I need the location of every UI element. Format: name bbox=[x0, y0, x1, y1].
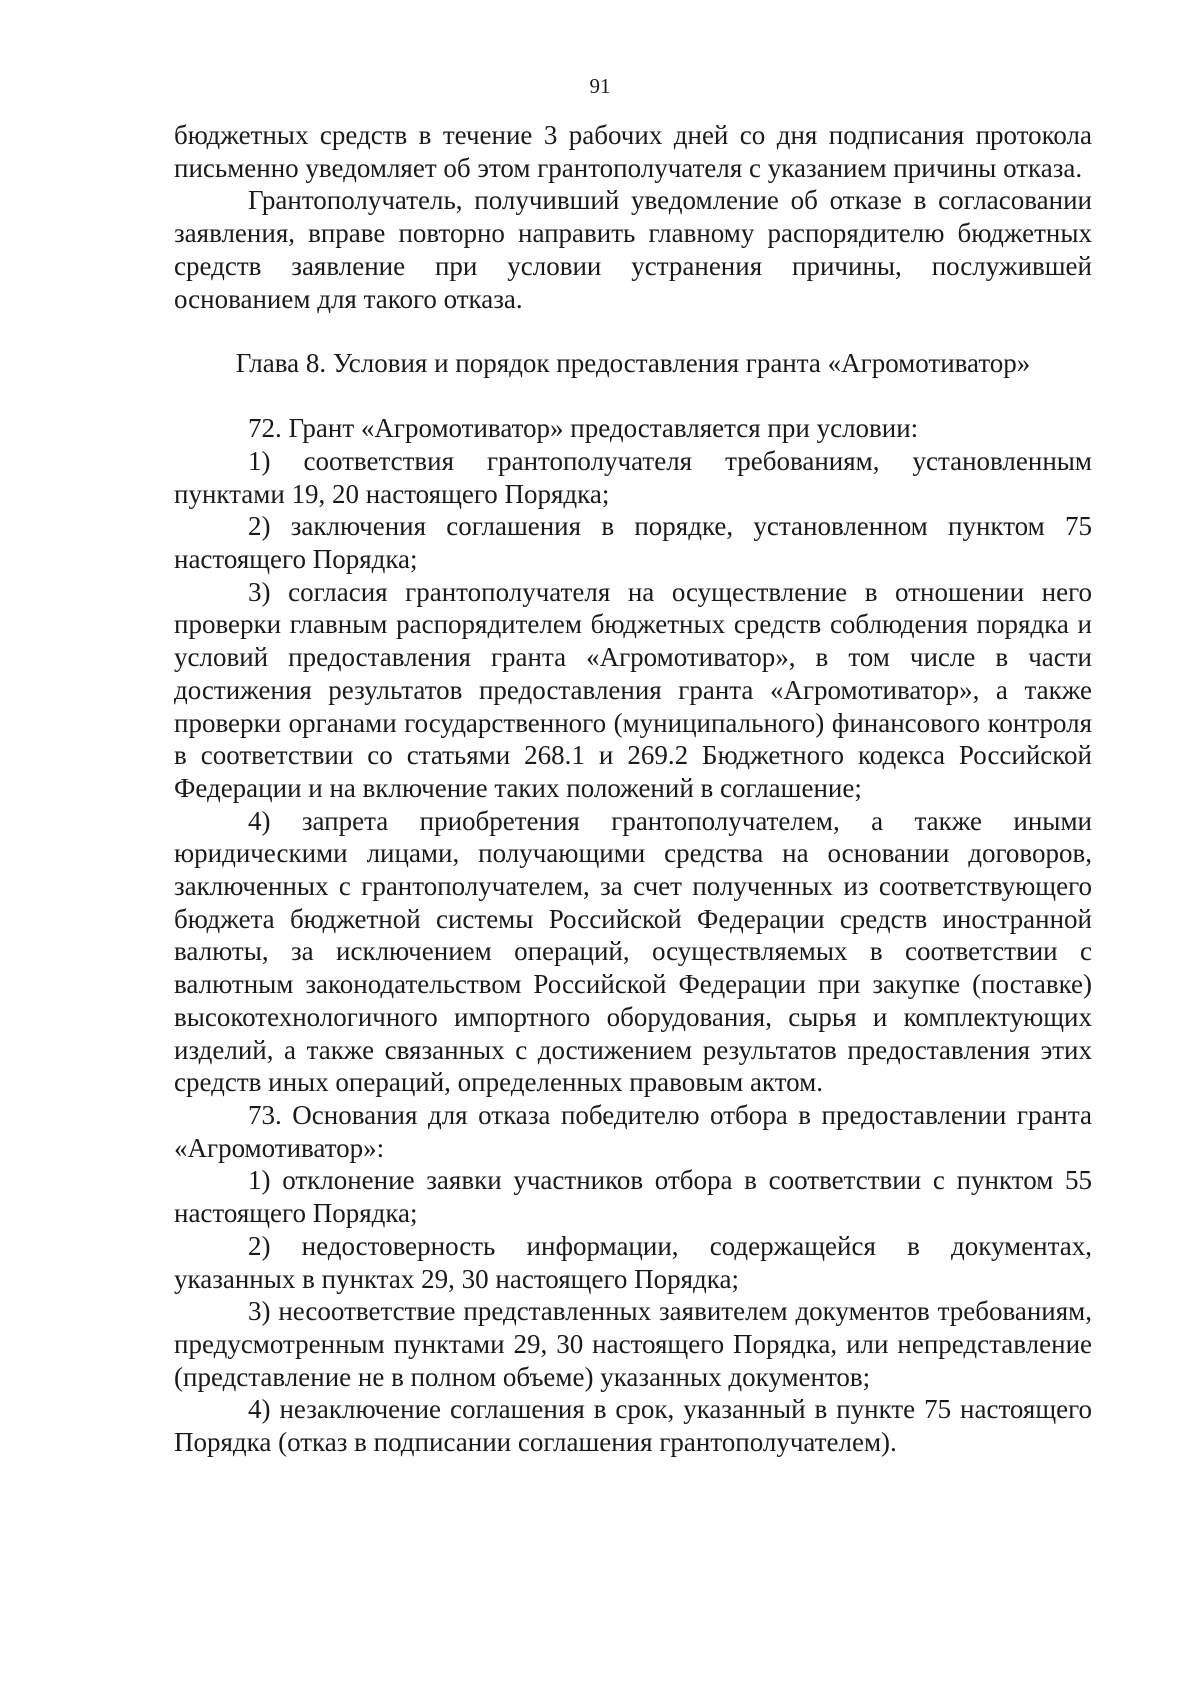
paragraph-72-item-4: 4) запрета приобретения грантополучателем, а также иными юридическими лицами, получающими средства на основании договоров, заключенных с грантополучателем, за счет полученных из соответствующего бюджета бюджетной системы Российской Федерации средств иностранной валюты, за исключением операций, осуществляемых в соответствии с валютным законодательством Российской Федерации при закупке (поставке) высокотехнологичного импортного оборудования, сырья и комплектующих изделий, а также связанных с достижением результатов предоставления этих средств иных операций, определенных правовым актом. bbox=[174, 805, 1092, 1098]
paragraph-72: 72. Грант «Агромотиватор» предоставляется при условии: bbox=[248, 413, 919, 444]
paragraph-continuation: бюджетных средств в течение 3 рабочих дней со дня подписания протокола письменно уведомляет об этом грантополучателя с указанием причины отказа. bbox=[174, 120, 1092, 183]
paragraph-73: 73. Основания для отказа победителю отбора в предоставлении гранта «Агромотиватор»: bbox=[174, 1099, 1092, 1163]
paragraph-73-item-3: 3) несоответствие представленных заявителем документов требованиям, предусмотренным пунктами 29, 30 настоящего Порядка, или непредставление (представление не в полном объеме) указанных документов; bbox=[174, 1296, 1092, 1392]
paragraph-72-item-1: 1) соответствия грантополучателя требованиям, установленным пунктами 19, 20 настоящего Порядка; bbox=[174, 445, 1092, 509]
paragraph-72-item-3: 3) согласия грантополучателя на осуществление в отношении него проверки главным распорядителем бюджетных средств соблюдения порядка и условий предоставления гранта «Агромотиватор», в том числе в части достижения результатов предоставления гранта «Агромотиватор», а также проверки органами государственного (муниципального) финансового контроля в соответствии со статьями 268.1 и 269.2 Бюджетного кодекса Российской Федерации и на включение таких положений в соглашение; bbox=[174, 576, 1092, 803]
paragraph-73-item-4: 4) незаключение соглашения в срок, указанный в пункте 75 настоящего Порядка (отказ в подписании соглашения грантополучателем). bbox=[174, 1394, 1092, 1458]
paragraph-refusal-resubmit: Грантополучатель, получивший уведомление об отказе в согласовании заявления, вправе повторно направить главному распорядителю бюджетных средств заявление при условии устранения причины, послужившей основанием для такого отказа. bbox=[174, 185, 1092, 314]
paragraph-73-item-1: 1) отклонение заявки участников отбора в соответствии с пунктом 55 настоящего Порядка; bbox=[174, 1165, 1092, 1229]
page-number: 91 bbox=[589, 74, 611, 98]
chapter-heading: Глава 8. Условия и порядок предоставления гранта «Агромотиватор» bbox=[235, 348, 1031, 379]
paragraph-73-item-2: 2) недостоверность информации, содержащейся в документах, указанных в пунктах 29, 30 настоящего Порядка; bbox=[174, 1230, 1092, 1294]
document-body bbox=[174, 119, 1092, 1459]
paragraph-72-item-2: 2) заключения соглашения в порядке, установленном пунктом 75 настоящего Порядка; bbox=[174, 511, 1092, 575]
